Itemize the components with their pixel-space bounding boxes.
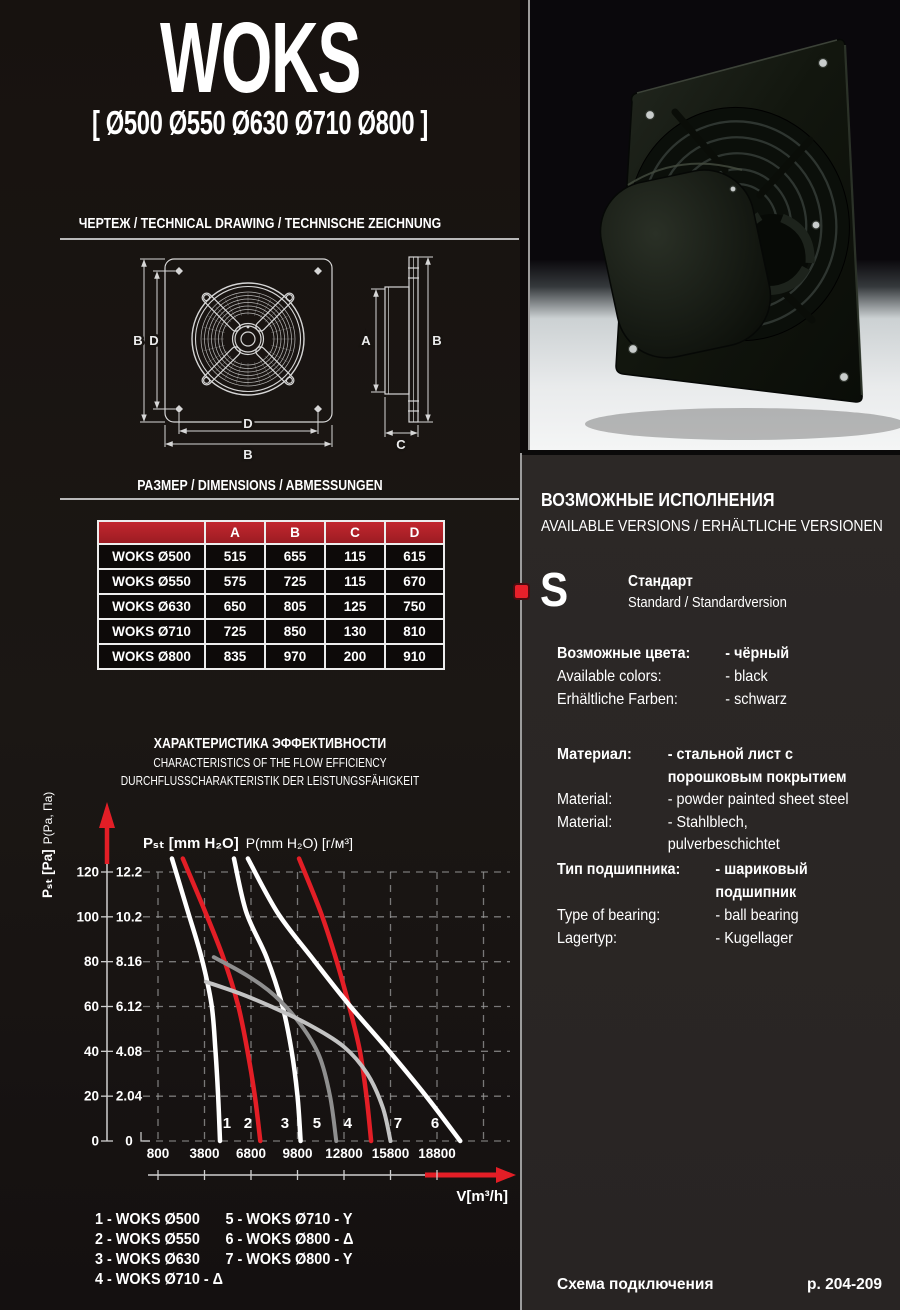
svg-text:80: 80 <box>83 954 99 970</box>
side-dimensions <box>371 257 433 437</box>
table-value-cell: 910 <box>385 644 444 669</box>
table-value-cell: 115 <box>325 544 385 569</box>
svg-text:18800: 18800 <box>418 1146 456 1161</box>
svg-text:9800: 9800 <box>282 1146 313 1161</box>
dim-label-c-side: C <box>396 437 406 452</box>
svg-text:6800: 6800 <box>235 1146 267 1161</box>
chart-curve-2 <box>183 859 260 1141</box>
svg-text:0: 0 <box>125 1133 133 1149</box>
page-footer <box>557 1276 882 1294</box>
y-axis-top-caption: Pₛₜ [mm H₂O] P(mm H₂O) [г/м³] <box>143 835 353 852</box>
table-header-cell <box>98 521 205 544</box>
svg-text:3800: 3800 <box>189 1146 220 1161</box>
chart-curve-1 <box>172 859 220 1141</box>
page-title: WOKS <box>159 2 361 114</box>
technical-drawing <box>60 247 520 475</box>
curve-number-label: 4 <box>343 1115 353 1132</box>
dimensions-table <box>97 520 445 670</box>
table-value-cell: 750 <box>385 594 444 619</box>
table-value-cell: 200 <box>325 644 385 669</box>
x-axis-caption: V[m³/h] <box>456 1188 508 1205</box>
dim-label-a-side: A <box>361 333 371 348</box>
svg-text:6.12: 6.12 <box>115 998 143 1014</box>
legend-item: 3 - WOKS Ø630 <box>95 1251 200 1268</box>
spec-label: Возможные цвета: <box>557 645 691 662</box>
table-value-cell: 115 <box>325 569 385 594</box>
side-view <box>385 257 419 422</box>
chart-title-de: DURCHFLUSSCHARAKTERISTIK DER LEISTUNGSFÄHIGKEIT <box>120 773 420 788</box>
y-axis-left-caption: Pₛₜ [Pa]P(Pa, Па) <box>40 791 55 898</box>
chart-curve-numbers <box>223 1115 439 1132</box>
table-row <box>98 619 444 644</box>
svg-text:12.2: 12.2 <box>115 864 143 880</box>
dim-label-d-bottom: D <box>243 416 253 431</box>
spec-value: - powder painted sheet steel <box>667 791 849 808</box>
svg-text:800: 800 <box>146 1146 170 1161</box>
svg-text:120: 120 <box>76 864 99 880</box>
spec-value: - Stahlblech, pulverbeschichtet <box>667 813 780 853</box>
red-bullet-marker <box>513 583 530 600</box>
curve-number-label: 1 <box>222 1115 232 1132</box>
curve-number-label: 2 <box>243 1115 253 1132</box>
version-code: S <box>540 564 569 617</box>
section-header-technical-drawing: ЧЕРТЕЖ / TECHNICAL DRAWING / TECHNISCHE ZEICHNUNG <box>78 215 442 232</box>
table-value-cell: 805 <box>265 594 325 619</box>
legend-item: 1 - WOKS Ø500 <box>95 1211 200 1228</box>
footer-connection-diagram-label: Схема подключения <box>557 1276 714 1293</box>
table-row <box>98 544 444 569</box>
spec-label: Available colors: <box>557 668 662 685</box>
product-sizes: [ Ø500 Ø550 Ø630 Ø710 Ø800 ] <box>92 104 428 141</box>
spec-label: Material: <box>557 813 613 831</box>
dim-label-b-side: B <box>432 333 442 348</box>
grille-texture <box>202 293 294 385</box>
chart-curve-4 <box>299 859 371 1141</box>
front-view <box>165 259 332 422</box>
table-header-cell: B <box>265 521 325 544</box>
table-model-cell: WOKS Ø630 <box>98 594 205 619</box>
dim-label-b-left: B <box>133 333 143 348</box>
chart-title-en: CHARACTERISTICS OF THE FLOW EFFICIENCY <box>153 756 387 770</box>
table-value-cell: 575 <box>205 569 265 594</box>
table-row <box>98 644 444 669</box>
table-model-cell: WOKS Ø800 <box>98 644 205 669</box>
spec-value: - стальной лист с порошковым покрытием <box>667 746 847 786</box>
table-value-cell: 125 <box>325 594 385 619</box>
column-divider-line <box>520 453 522 1310</box>
chart-grid <box>143 872 510 1141</box>
spec-label: Тип подшипника: <box>557 861 681 878</box>
versions-heading-en-de: AVAILABLE VERSIONS / ERHÄLTLICHE VERSIONEN <box>541 518 883 535</box>
table-model-cell: WOKS Ø710 <box>98 619 205 644</box>
product-photo <box>520 0 900 455</box>
spec-label: Erhältliche Farben: <box>557 691 678 708</box>
svg-text:2.04: 2.04 <box>115 1088 143 1104</box>
spec-label: Lagertyp: <box>557 930 618 947</box>
fan-shadow <box>585 408 900 440</box>
legend-column-2 <box>226 1210 354 1290</box>
table-value-cell: 650 <box>205 594 265 619</box>
table-model-cell: WOKS Ø550 <box>98 569 205 594</box>
table-header-cell: A <box>205 521 265 544</box>
curve-number-label: 5 <box>312 1115 322 1132</box>
fan-photo <box>591 40 874 402</box>
flow-efficiency-chart <box>0 780 520 1220</box>
spec-value: - ball bearing <box>715 907 799 924</box>
legend-column-1 <box>95 1210 226 1290</box>
table-value-cell: 810 <box>385 619 444 644</box>
spec-value: - schwarz <box>725 691 787 708</box>
svg-text:40: 40 <box>83 1043 99 1059</box>
table-value-cell: 725 <box>205 619 265 644</box>
photo-bottom-edge <box>520 450 900 455</box>
table-value-cell: 655 <box>265 544 325 569</box>
svg-text:8.16: 8.16 <box>115 954 143 970</box>
svg-text:12800: 12800 <box>325 1146 363 1161</box>
table-header-cell: C <box>325 521 385 544</box>
legend-item: 4 - WOKS Ø710 - Δ <box>95 1271 223 1288</box>
spec-value: - black <box>725 668 768 685</box>
table-header-row <box>98 521 444 544</box>
spec-block-colors <box>557 642 863 711</box>
legend-item: 7 - WOKS Ø800 - Y <box>225 1251 353 1268</box>
spec-value: - Kugellager <box>715 930 794 947</box>
svg-text:100: 100 <box>76 909 99 925</box>
version-name-ru: Стандарт <box>628 573 693 590</box>
origin-corner-mark <box>141 1132 150 1141</box>
table-value-cell: 670 <box>385 569 444 594</box>
table-model-cell: WOKS Ø500 <box>98 544 205 569</box>
photo-left-edge-line <box>528 0 530 455</box>
spec-block-bearing <box>557 858 863 950</box>
dim-label-b-bottom: B <box>243 447 253 462</box>
legend-item: 5 - WOKS Ø710 - Y <box>225 1211 353 1228</box>
divider-line <box>60 498 519 500</box>
x-axis-arrow-icon <box>496 1167 516 1183</box>
table-row <box>98 594 444 619</box>
spec-label: Материал: <box>557 746 632 763</box>
svg-text:15800: 15800 <box>371 1146 410 1161</box>
table-value-cell: 615 <box>385 544 444 569</box>
right-column <box>520 0 900 1310</box>
legend-item: 6 - WOKS Ø800 - Δ <box>225 1231 354 1248</box>
svg-text:10.2: 10.2 <box>115 909 143 925</box>
spec-label: Type of bearing: <box>557 907 661 924</box>
svg-text:20: 20 <box>83 1088 99 1104</box>
spec-value: - чёрный <box>725 645 790 662</box>
spec-block-material <box>557 744 863 857</box>
curve-number-label: 3 <box>280 1115 290 1132</box>
chart-curves <box>172 859 460 1141</box>
y-axis-arrow-icon <box>99 802 115 828</box>
spec-label: Material: <box>557 791 613 808</box>
table-value-cell: 130 <box>325 619 385 644</box>
divider-line <box>60 238 519 240</box>
photo-left-strip <box>520 0 528 455</box>
curve-number-label: 7 <box>393 1115 403 1132</box>
table-header-cell: D <box>385 521 444 544</box>
chart-title-ru: ХАРАКТЕРИСТИКА ЭФФЕКТИВНОСТИ <box>153 735 387 752</box>
spec-value: - шариковый подшипник <box>715 861 808 901</box>
version-name-en-de: Standard / Standardversion <box>628 595 787 611</box>
y-axis-ticks <box>76 864 142 1148</box>
chart-legend <box>95 1210 353 1290</box>
dim-label-d-left: D <box>149 333 159 348</box>
curve-number-label: 6 <box>430 1115 440 1132</box>
section-header-dimensions: РАЗМЕР / DIMENSIONS / ABMESSUNGEN <box>137 477 383 494</box>
table-row <box>98 569 444 594</box>
front-dimensions <box>140 259 332 447</box>
svg-text:4.08: 4.08 <box>115 1043 143 1059</box>
svg-text:60: 60 <box>83 998 99 1014</box>
versions-heading-ru: ВОЗМОЖНЫЕ ИСПОЛНЕНИЯ <box>541 490 775 510</box>
table-value-cell: 725 <box>265 569 325 594</box>
chart-curve-3 <box>234 859 301 1141</box>
legend-item: 2 - WOKS Ø550 <box>95 1231 200 1248</box>
table-value-cell: 970 <box>265 644 325 669</box>
table-value-cell: 850 <box>265 619 325 644</box>
table-value-cell: 515 <box>205 544 265 569</box>
table-value-cell: 835 <box>205 644 265 669</box>
footer-page-reference: p. 204-209 <box>807 1276 882 1293</box>
svg-text:0: 0 <box>91 1133 99 1149</box>
